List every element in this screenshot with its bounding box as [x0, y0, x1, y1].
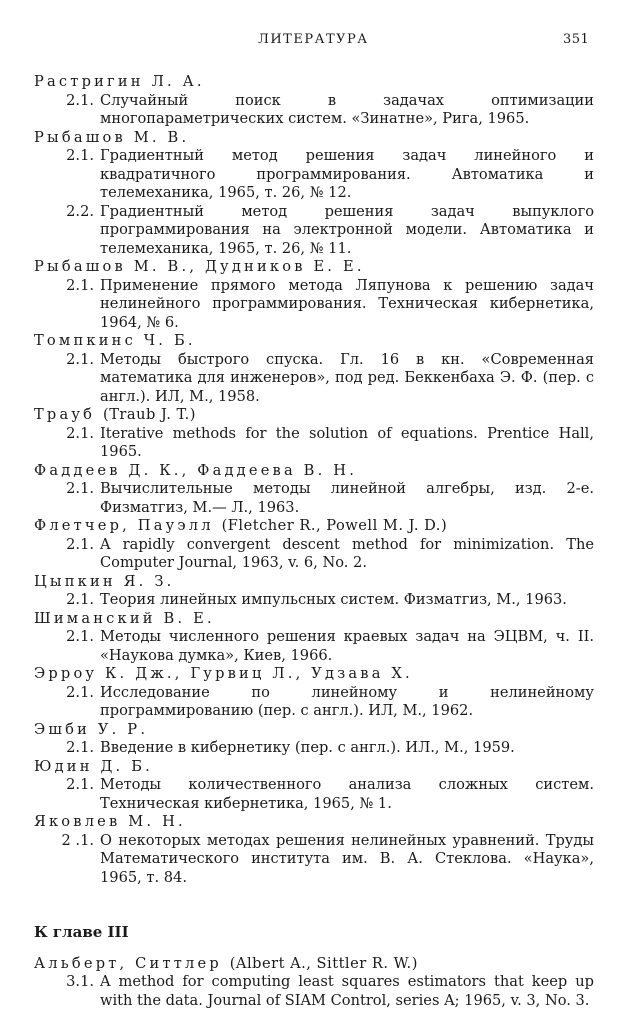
- author-name: Флетчер, Пауэлл: [34, 517, 214, 534]
- reference-number: 2.1.: [34, 277, 100, 333]
- reference-entry: [34, 973, 594, 1010]
- author-original-name: (Albert A., Sittler R. W.): [230, 955, 418, 972]
- author-name: Фаддеев Д. К., Фаддеева В. Н.: [34, 462, 357, 479]
- reference-text: Градиентный метод решения задач линейного и квадратичного программирования. Автоматика и телемеханика, 1965, т. 26, № 12.: [100, 147, 594, 203]
- page-number: 351: [563, 32, 589, 47]
- author-line: [34, 258, 594, 277]
- reference-number: 2.1.: [34, 425, 100, 462]
- reference-number: 2.1.: [34, 147, 100, 203]
- reference-entry: [34, 203, 594, 259]
- reference-text: Применение прямого метода Ляпунова к решению задач нелинейного программирования. Техническая кибернетика, 1964, № 6.: [100, 277, 594, 333]
- author-original-name: (Traub J. T.): [103, 406, 196, 423]
- reference-text: Методы количественного анализа сложных систем. Техническая кибернетика, 1965, № 1.: [100, 776, 594, 813]
- reference-text: Градиентный метод решения задач выпуклого программирования на электронной модели. Автоматика и телемеханика, 1965, т. 26, № 11.: [100, 203, 594, 259]
- reference-text: Вычислительные методы линейной алгебры, изд. 2-е. Физматгиз, М.— Л., 1963.: [100, 480, 594, 517]
- author-name: Цыпкин Я. З.: [34, 573, 174, 590]
- reference-entry: [34, 832, 594, 888]
- reference-number: 2.1.: [34, 776, 100, 813]
- reference-entry: [34, 536, 594, 573]
- reference-number: 2.1.: [34, 480, 100, 517]
- chapter-heading: К главе III: [34, 923, 594, 942]
- reference-entry: [34, 92, 594, 129]
- reference-text: Исследование по линейному и нелинейному программированию (пер. с англ.). ИЛ, М., 1962.: [100, 684, 594, 721]
- reference-number: 2.2.: [34, 203, 100, 259]
- section-gap: [34, 887, 594, 923]
- reference-number: 2.1.: [34, 591, 100, 610]
- author-line: [34, 955, 594, 974]
- reference-number: 2 .1.: [34, 832, 100, 888]
- reference-number: 2.1.: [34, 351, 100, 407]
- bibliography-list-chapter-3: [34, 955, 594, 1010]
- author-line: [34, 332, 594, 351]
- reference-entry: [34, 739, 594, 758]
- bibliography-list-chapter-2: [34, 73, 594, 887]
- reference-number: 2.1.: [34, 536, 100, 573]
- author-line: [34, 462, 594, 481]
- author-name: Растригин Л. А.: [34, 73, 205, 90]
- author-name: Томпкинс Ч. Б.: [34, 332, 196, 349]
- reference-number: 2.1.: [34, 628, 100, 665]
- reference-text: Введение в кибернетику (пер. с англ.). ИЛ., М., 1959.: [100, 739, 594, 758]
- reference-entry: [34, 351, 594, 407]
- author-name: Трауб: [34, 406, 95, 423]
- author-line: [34, 406, 594, 425]
- reference-number: 3.1.: [34, 973, 100, 1010]
- running-title: ЛИТЕРАТУРА: [258, 32, 369, 47]
- reference-number: 2.1.: [34, 92, 100, 129]
- author-line: [34, 758, 594, 777]
- author-line: [34, 129, 594, 148]
- reference-text: Случайный поиск в задачах оптимизации многопараметрических систем. «Зинатне», Рига, 1965.: [100, 92, 594, 129]
- author-name: Рыбашов М. В.: [34, 129, 189, 146]
- author-line: [34, 721, 594, 740]
- author-name: Яковлев М. Н.: [34, 813, 186, 830]
- reference-text: A method for computing least squares estimators that keep up with the data. Journal of SIAM Control, series A; 1965, v. 3, No. 3.: [100, 973, 594, 1010]
- author-line: [34, 573, 594, 592]
- author-line: [34, 665, 594, 684]
- author-line: [34, 73, 594, 92]
- author-name: Рыбашов М. В., Дудников Е. Е.: [34, 258, 365, 275]
- author-name: Альберт, Ситтлер: [34, 955, 222, 972]
- reference-entry: [34, 147, 594, 203]
- reference-entry: [34, 684, 594, 721]
- bibliography: [34, 73, 594, 1010]
- author-name: Эшби У. Р.: [34, 721, 148, 738]
- reference-entry: [34, 628, 594, 665]
- reference-text: Iterative methods for the solution of equations. Prentice Hall, 1965.: [100, 425, 594, 462]
- author-name: Шиманский В. Е.: [34, 610, 215, 627]
- reference-entry: [34, 277, 594, 333]
- reference-entry: [34, 425, 594, 462]
- reference-text: Методы численного решения краевых задач на ЭЦВМ, ч. II. «Наукова думка», Киев, 1966.: [100, 628, 594, 665]
- author-original-name: (Fletcher R., Powell M. J. D.): [222, 517, 448, 534]
- reference-text: О некоторых методах решения нелинейных уравнений. Труды Математического института им. В. А. Стеклова. «Наука», 1965, т. 84.: [100, 832, 594, 888]
- author-line: [34, 610, 594, 629]
- reference-number: 2.1.: [34, 739, 100, 758]
- reference-number: 2.1.: [34, 684, 100, 721]
- reference-entry: [34, 480, 594, 517]
- author-line: [34, 517, 594, 536]
- author-line: [34, 813, 594, 832]
- reference-entry: [34, 591, 594, 610]
- reference-entry: [34, 776, 594, 813]
- author-name: Эрроу К. Дж., Гурвиц Л., Удзава Х.: [34, 665, 413, 682]
- reference-text: Теория линейных импульсных систем. Физматгиз, М., 1963.: [100, 591, 594, 610]
- reference-text: A rapidly convergent descent method for minimization. The Computer Journal, 1963, v. 6, No. 2.: [100, 536, 594, 573]
- author-name: Юдин Д. Б.: [34, 758, 153, 775]
- reference-text: Методы быстрого спуска. Гл. 16 в кн. «Современная математика для инженеров», под ред. Беккенбаха Э. Ф. (пер. с англ.). ИЛ, М., 1958.: [100, 351, 594, 407]
